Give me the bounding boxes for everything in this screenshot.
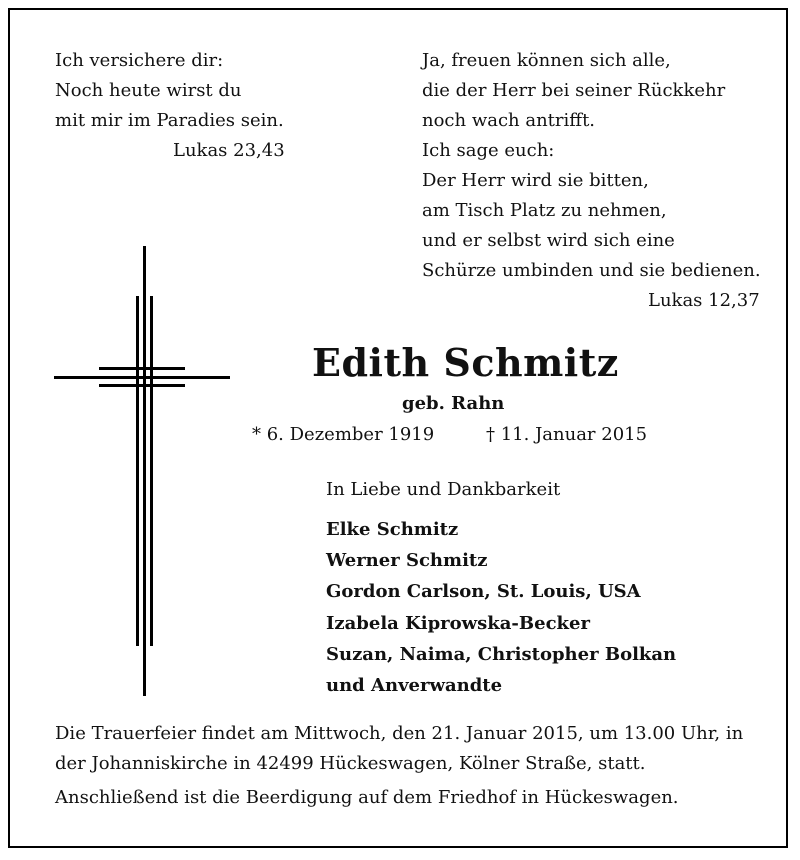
verse-right [422, 46, 761, 316]
verse-left-line: Noch heute wirst du [55, 80, 242, 101]
mourner-name: Elke Schmitz [326, 519, 459, 540]
mourner-name: und Anverwandte [326, 675, 503, 697]
verse-left-line: Ich versichere dir: [55, 50, 224, 71]
mourner-name: Suzan, Naima, Christopher Bolkan [326, 643, 677, 665]
verse-right-line: noch wach antrifft. [422, 110, 596, 131]
mourner-name: Gordon Carlson, St. Louis, USA [326, 581, 641, 603]
cross-icon [54, 246, 230, 698]
verse-right-line: Ich sage euch: [422, 140, 555, 161]
service-line: Die Trauerfeier findet am Mittwoch, den 21. Januar 2015, um 13.00 Uhr, in [55, 723, 744, 744]
verse-right-reference: Lukas 12,37 [648, 290, 760, 311]
service-info [55, 719, 745, 779]
death-date: † 11. Januar 2015 [486, 424, 648, 445]
verse-left [55, 46, 285, 166]
birth-date: * 6. Dezember 1919 [252, 424, 435, 445]
verse-right-line: Der Herr wird sie bitten, [422, 170, 649, 191]
mourner-name: Werner Schmitz [326, 550, 488, 572]
mourners-list [326, 514, 676, 701]
mourner-name: Izabela Kiprowska-Becker [326, 612, 590, 634]
verse-right-line: am Tisch Platz zu nehmen, [422, 200, 667, 221]
verse-right-line: und er selbst wird sich eine [422, 230, 675, 251]
deceased-name: Edith Schmitz [312, 340, 619, 385]
mourners-intro: In Liebe und Dankbarkeit [326, 479, 561, 500]
maiden-name: geb. Rahn [402, 393, 505, 414]
verse-left-reference: Lukas 23,43 [173, 140, 285, 161]
verse-right-line: die der Herr bei seiner Rückkehr [422, 80, 726, 101]
verse-right-line: Ja, freuen können sich alle, [422, 50, 671, 71]
burial-info: Anschließend ist die Beerdigung auf dem Friedhof in Hückeswagen. [55, 787, 679, 808]
verse-left-line: mit mir im Paradies sein. [55, 110, 284, 131]
service-line: der Johanniskirche in 42499 Hückeswagen, Kölner Straße, statt. [55, 753, 646, 774]
verse-right-line: Schürze umbinden und sie bedienen. [422, 260, 761, 281]
